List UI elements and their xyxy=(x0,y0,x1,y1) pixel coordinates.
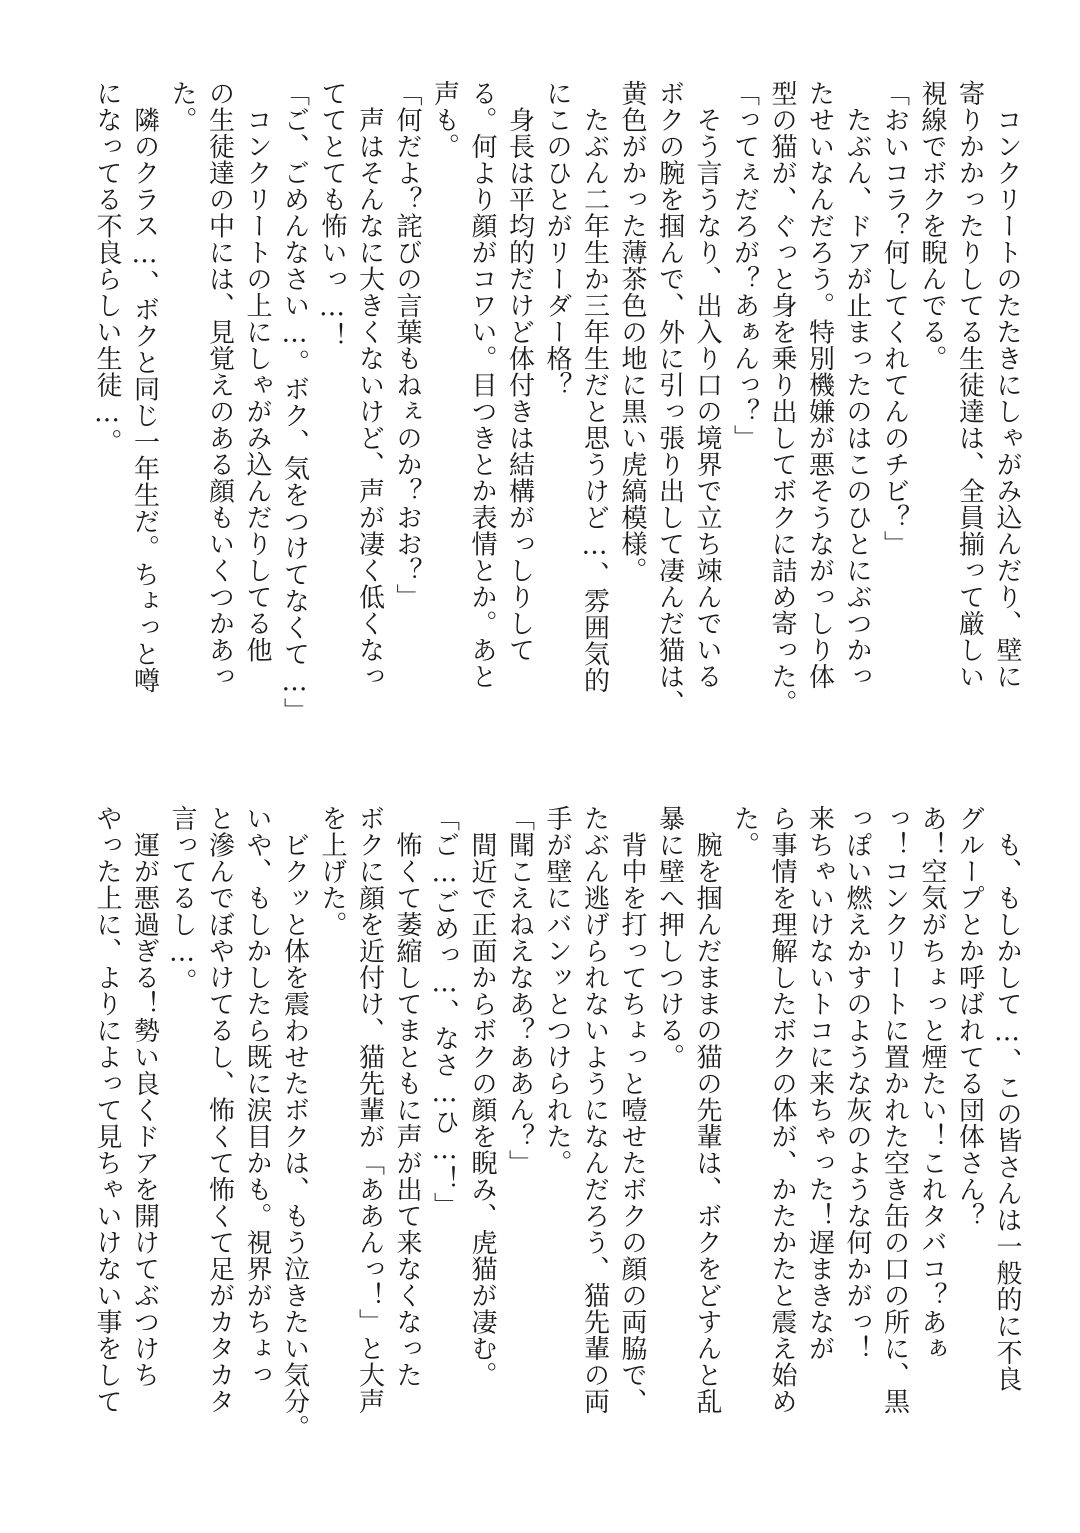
text-column: 型の猫が、ぐっと身を乗り出してボクに詰め寄った。 xyxy=(767,80,797,716)
text-column: 声はそんなに大きくないけど、声が凄く低くなっ xyxy=(354,80,385,690)
text-column: ビクッと体を震わせたボクは、もう泣きたい気分。 xyxy=(279,805,310,1441)
text-column: やった上に、よりによって見ちゃいけない事をして xyxy=(92,805,122,1415)
text-column: る。何より顔がコワい。目つきとか表情とか。あと xyxy=(467,80,497,690)
lower-text-block xyxy=(85,805,1025,1485)
text-column: っぽい燃えかすのような灰のような何かがっ！ xyxy=(842,805,872,1362)
text-column: 言ってるし…。 xyxy=(167,805,197,995)
upper-text-block xyxy=(85,80,1025,760)
text-column: 「ご、ごめんなさい…。ボク、気をつけてなくて…」 xyxy=(279,80,310,724)
text-column: ててとても怖いっ…！ xyxy=(317,80,347,349)
text-column: コンクリートの上にしゃがみ込んだりしてる他 xyxy=(242,80,272,663)
text-column: と滲んでぼやけてるし、怖くて怖くて足がカタカタ xyxy=(204,805,235,1415)
text-column: た。 xyxy=(167,80,197,133)
text-column: た。 xyxy=(729,805,760,858)
text-column: たぶん、ドアが止まったのはこのひとにぶつかっ xyxy=(842,80,872,690)
text-column: 隣のクラス…、ボクと同じ一年生だ。ちょっと噂 xyxy=(129,80,160,694)
text-column: 暴に壁へ押しつける。 xyxy=(654,805,685,1070)
text-column: たぶん逃げられないようになんだろう、猫先輩の両 xyxy=(579,805,610,1415)
text-column: 視線でボクを睨んでる。 xyxy=(917,80,947,372)
text-column: になってる不良らしい生徒…。 xyxy=(92,80,122,455)
text-column: の生徒達の中には、見覚えのある顔もいくつかあっ xyxy=(204,80,235,690)
text-column: 腕を掴んだままの猫の先輩は、ボクをどすんと乱 xyxy=(692,805,722,1415)
text-column: 運が悪過ぎる！勢い良くドアを開けてぶつけち xyxy=(129,805,160,1388)
text-column: グループとか呼ばれてる団体さん？ xyxy=(954,805,985,1229)
text-column: 声も。 xyxy=(429,80,460,160)
text-column: 身長は平均的だけど体付きは結構がっしりして xyxy=(504,80,535,663)
text-column: 「ってぇだろが？あぁんっ？」 xyxy=(729,80,760,451)
text-column: あ！空気がちょっと煙たい！これタバコ？あぁ xyxy=(917,805,947,1362)
text-column: 「聞こえねえなあ？ああん？」 xyxy=(504,805,535,1176)
text-column: 来ちゃいけないトコに来ちゃった！遅まきなが xyxy=(804,805,835,1362)
text-column: ボクの腕を掴んで、外に引っ張り出して凄んだ猫は、 xyxy=(654,80,685,716)
text-column: いや、もしかしたら既に涙目かも。視界がちょっ xyxy=(242,805,272,1388)
text-column: たぶん二年生か三年生だと思うけど…、雰囲気的 xyxy=(579,80,610,694)
text-column: 寄りかかったりしてる生徒達は、全員揃って厳しい xyxy=(954,80,985,690)
text-column: 背中を打ってちょっと噎せたボクの顔の両脇で、 xyxy=(617,805,647,1415)
text-column: ボクに顔を近付け、猫先輩が「ああんっ！」と大声 xyxy=(354,805,385,1415)
text-column: 「おいコラ？何してくれてんのチビ？」 xyxy=(879,80,910,557)
text-column: たせいなんだろう。特別機嫌が悪そうながっしり体 xyxy=(804,80,835,690)
text-column: ら事情を理解したボクの体が、かたかたと震え始め xyxy=(767,805,797,1415)
text-column: 手が壁にバンッとつけられた。 xyxy=(542,805,572,1176)
text-column: 「何だよ？詫びの言葉もねぇのか？おお？」 xyxy=(392,80,422,610)
text-column: にこのひとがリーダー格？ xyxy=(542,80,572,398)
text-column: も、もしかして…、この皆さんは一般的に不良 xyxy=(992,805,1022,1392)
text-column: 黄色がかった薄茶色の地に黒い虎縞模様。 xyxy=(617,80,647,584)
text-column: 間近で正面からボクの顔を睨み、虎猫が凄む。 xyxy=(467,805,497,1388)
text-column: っ！コンクリートに置かれた空き缶の口の所に、黒 xyxy=(879,805,910,1415)
text-column: コンクリートのたたきにしゃがみ込んだり、壁に xyxy=(992,80,1022,690)
text-column: 怖くて萎縮してまともに声が出て来なくなった xyxy=(392,805,422,1388)
text-column: 「ご…ごめっ…、なさ…ひ…！」 xyxy=(429,805,460,1219)
text-column: そう言うなり、出入り口の境界で立ち竦んでいる xyxy=(692,80,722,690)
text-column: を上げた。 xyxy=(317,805,347,938)
